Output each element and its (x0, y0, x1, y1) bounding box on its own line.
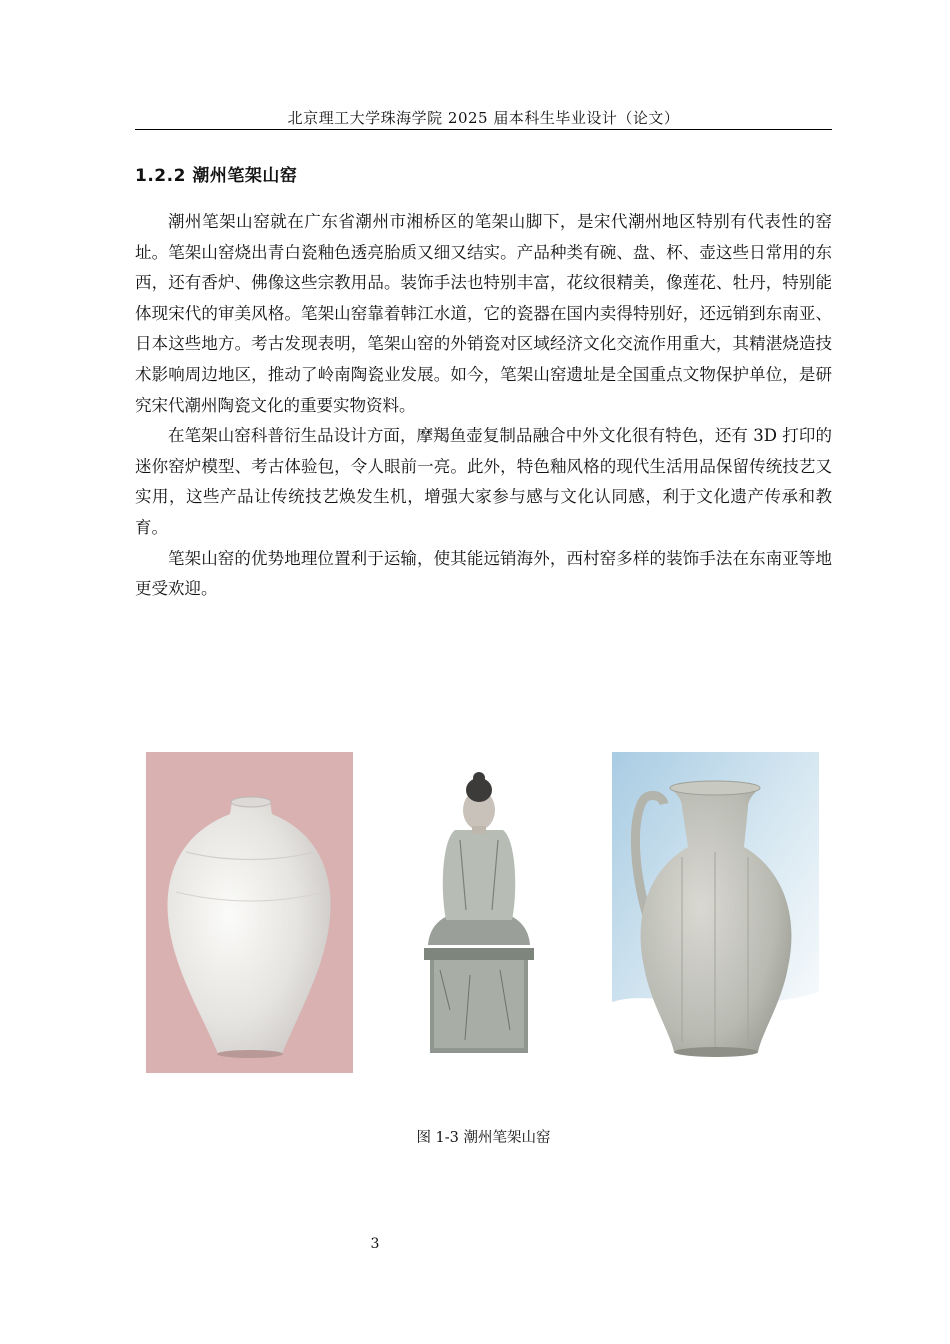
celadon-ewer-image (612, 752, 819, 1073)
header-rule (135, 129, 832, 130)
paragraph-3: 笔架山窑的优势地理位置利于运输，使其能远销海外，西村窑多样的装饰手法在东南亚等地更受欢迎。 (135, 548, 832, 599)
seated-buddha-image (410, 770, 548, 1060)
figure-caption: 图 1-3 潮州笔架山窑 (416, 1130, 551, 1146)
page-number: 3 (370, 1236, 380, 1252)
white-glazed-jar-image (146, 752, 353, 1073)
section-heading: 1.2.2 潮州笔架山窑 (135, 166, 298, 186)
body-text (135, 207, 832, 605)
page-header: 北京理工大学珠海学院 2025 届本科生毕业设计（论文） (287, 109, 680, 127)
paragraph-1: 潮州笔架山窑就在广东省潮州市湘桥区的笔架山脚下，是宋代潮州地区特别有代表性的窑址。笔架山窑烧出青白瓷釉色透亮胎质又细又结实。产品种类有碗、盘、杯、壶这些日常用的东西，还有香炉、佛像这些宗教用品。装饰手法也特别丰富，花纹很精美，像莲花、牡丹，特别能体现宋代的审美风格。笔架山窑靠着韩江水道，它的瓷器在国内卖得特别好，还远销到东南亚、日本这些地方。考古发现表明，笔架山窑的外销瓷对区域经济文化交流作用重大，其精湛烧造技术影响周边地区，推动了岭南陶瓷业发展。如今，笔架山窑遗址是全国重点文物保护单位，是研究宋代潮州陶瓷文化的重要实物资料。 (135, 212, 832, 415)
paragraph-2: 在笔架山窑科普衍生品设计方面，摩羯鱼壶复制品融合中外文化很有特色，还有 3D 打印的迷你窑炉模型、考古体验包，令人眼前一亮。此外，特色釉风格的现代生活用品保留传统技艺又实用，这些产品让传统技艺焕发生机，增强大家参与感与文化认同感，利于文化遗产传承和教育。 (135, 426, 832, 537)
